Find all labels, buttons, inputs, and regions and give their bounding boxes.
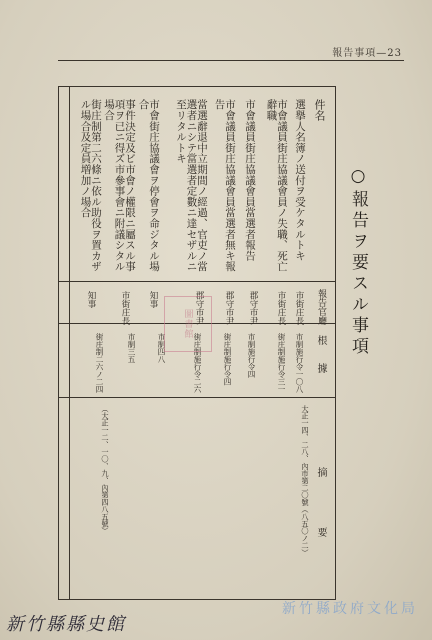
row-basis: 市制施行令一〇八 bbox=[295, 333, 304, 393]
row-basis: 街庄制二六ノ二四 bbox=[95, 333, 104, 393]
row-basis: 市制三五 bbox=[127, 333, 136, 363]
header-rule bbox=[58, 60, 404, 61]
row-official: 知事 bbox=[86, 291, 96, 308]
row-official: 郡守市尹 bbox=[224, 291, 234, 325]
header-divider bbox=[59, 281, 335, 282]
row-basis: 市制四八 bbox=[157, 333, 166, 363]
header-official: 報告官廳 bbox=[316, 289, 326, 325]
archive-logo: 新竹縣縣史館 bbox=[6, 614, 126, 635]
row-basis: 街庄制施行令二六 bbox=[193, 333, 202, 393]
row-subject: 當選辭退中立期間ノ經過、官吏ノ當選者ニシテ當選者定數ニ達セザルニ至リタルトキ bbox=[175, 99, 208, 272]
row-subject: 市會街庄協議會ヲ停會ヲ命ジタル場合 bbox=[137, 99, 160, 272]
row-official: 市街庄長 bbox=[120, 291, 130, 325]
row-official: 郡守市尹 bbox=[194, 291, 204, 325]
running-header: 報告事項—23 bbox=[332, 48, 402, 59]
row-official: 知事 bbox=[148, 291, 158, 308]
watermark: 新竹縣政府文化局 bbox=[282, 601, 418, 617]
row-remark: 大正一四、二八、內市第二〇號（八五〇ノ二） bbox=[301, 405, 310, 557]
library-stamp: 圖書館 bbox=[164, 296, 212, 352]
row-subject: 市會議員街庄協議會員當選者無キ報告 bbox=[213, 99, 236, 272]
header-subject: 件名 bbox=[313, 99, 326, 121]
row-basis: 市制施行令四 bbox=[247, 333, 256, 378]
row-remark: （大正一二、一〇、九、內第四八五號） bbox=[101, 405, 110, 535]
row-official: 市街庄長 bbox=[276, 291, 286, 325]
row-subject: 市會議員街庄協議會員ノ失職、死亡辭職 bbox=[265, 99, 288, 272]
section-title: ○報告ヲ要スル事項 bbox=[348, 166, 368, 358]
row-divider-basis bbox=[59, 397, 335, 398]
row-subject: 市會議員街庄協議會員當選者報告 bbox=[244, 99, 256, 261]
header-basis: 根據 bbox=[315, 335, 326, 391]
row-basis: 街庄制施行令三一 bbox=[277, 333, 286, 393]
row-subject: 事件決定及ビ市會ノ權限ニ屬スル事項ヲ已ニ得ズ市參事會ニ附議シタル場合 bbox=[103, 99, 136, 272]
row-basis: 街庄制施行令四 bbox=[223, 333, 232, 386]
header-remark: 摘要 bbox=[315, 467, 326, 587]
row-subject: 街庄制第二六條ニ依ル助役ヲ置カザル場合及定員増加ノ場合 bbox=[79, 99, 102, 272]
row-official: 市街庄長 bbox=[294, 291, 304, 325]
row-subject: 選擧人名簿ノ送付ヲ受ケタルトキ bbox=[294, 99, 306, 261]
row-official: 郡守市尹 bbox=[248, 291, 258, 325]
